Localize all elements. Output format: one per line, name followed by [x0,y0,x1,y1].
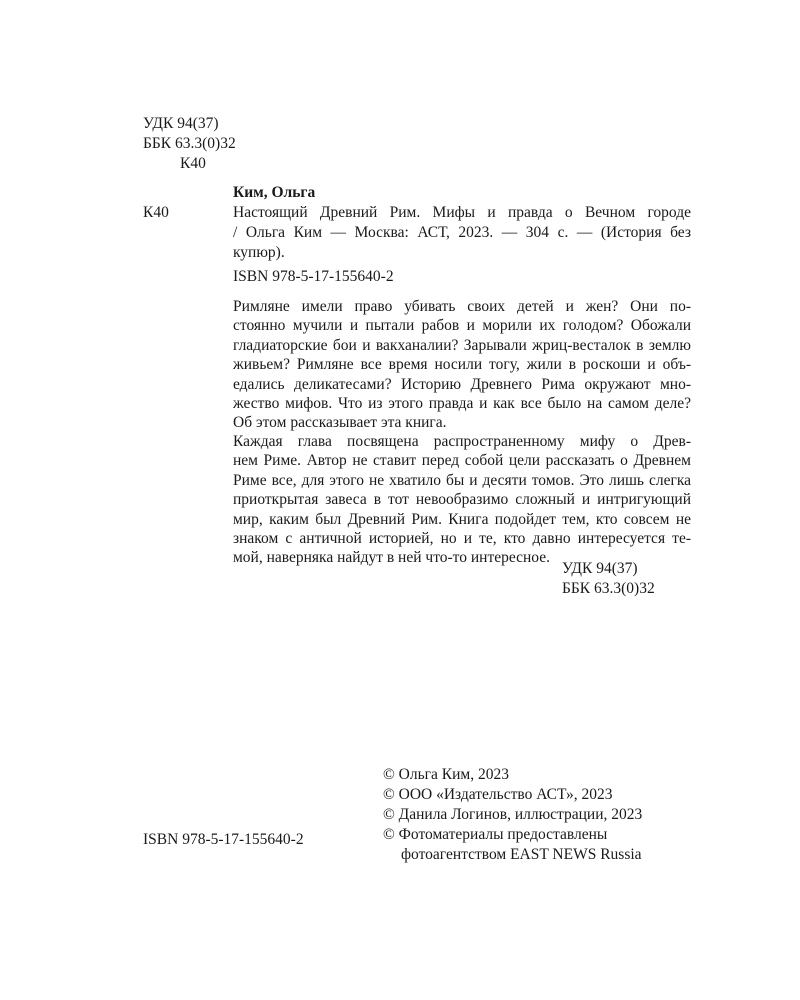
annotation-line: мой, наверняка найдут в ней что-то интересное. [233,549,551,567]
description-line: / Ольга Ким — Москва: АСТ, 2023. — 304 с. — (История без [233,224,691,241]
description-line: Настоящий Древний Рим. Мифы и правда о Вечном городе [233,204,691,221]
copyright-line: фотоагентством EAST NEWS Russia [401,846,642,863]
annotation-line: мир, каким был Древний Рим. Книга подойдет тем, кто совсем не [233,510,691,528]
annotation-line: Римляне имели право убивать своих детей и жен? Они по- [233,298,691,315]
annotation-line: гладиаторские бои и вакханалии? Зарывали жриц-весталок в землю [233,336,691,354]
copyright-line: © Данила Логинов, иллюстрации, 2023 [383,806,643,823]
copyright-line: © Ольга Ким, 2023 [383,766,509,783]
annotation-line: едались деликатесами? Историю Древнего Рима окружают мно- [233,375,691,393]
record-isbn: ISBN 978-5-17-155640-2 [233,268,394,285]
copyright-line: © ООО «Издательство АСТ», 2023 [383,786,613,803]
footer-bbk: ББК 63.3(0)32 [562,580,655,597]
annotation-line: живьем? Римляне все время носили тогу, жили в роскоши и объ- [233,356,691,374]
annotation-line: жество мифов. Что из этого правда и как все было на самом деле? [233,395,691,413]
annotation-paragraph-1 [233,297,691,433]
bottom-isbn: ISBN 978-5-17-155640-2 [143,831,304,848]
author-name: Ким, Ольга [233,184,316,201]
copyright-line: © Фотоматериалы предоставлены [383,826,608,843]
annotation-line: приоткрытая завеса в тот невообразимо сложный и интригующий [233,491,691,509]
book-description [233,203,691,263]
top-author-mark: К40 [180,155,206,172]
annotation-paragraph-2 [233,432,691,568]
record-author-mark: К40 [143,204,169,221]
annotation-line: Каждая глава посвящена распространенному мифу о Древ- [233,433,691,450]
annotation-line: нем Риме. Автор не ставит перед собой цели рассказать о Древнем [233,452,691,470]
description-line: купюр). [233,244,285,261]
top-udk: УДК 94(37) [143,115,219,132]
annotation-line: Риме все, для этого не хватило бы и десяти томов. Это лишь слегка [233,471,691,489]
footer-udk: УДК 94(37) [562,560,638,577]
annotation-line: знаком с античной историей, но и те, кто давно интересуется те- [233,530,691,548]
annotation-line: стоянно мучили и пытали рабов и морили их голодом? Обожали [233,317,691,335]
annotation-line: Об этом рассказывает эта книга. [233,414,447,432]
top-bbk: ББК 63.3(0)32 [143,135,236,152]
